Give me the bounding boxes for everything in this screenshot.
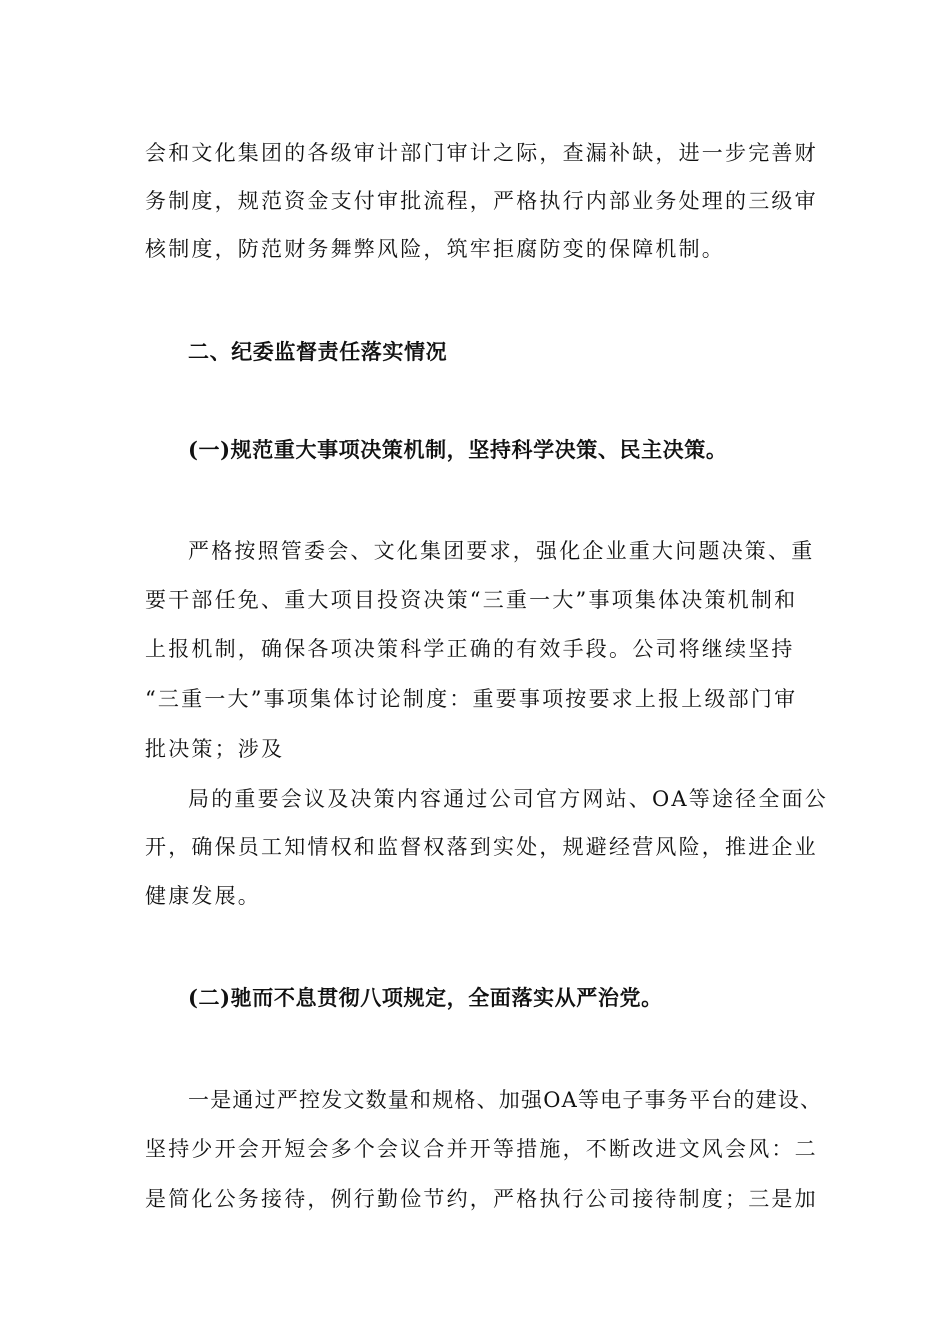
paragraph-line: 会和文化集团的各级审计部门审计之际，查漏补缺，进一步完善财 — [145, 141, 818, 165]
paragraph-line: 务制度，规范资金支付审批流程，严格执行内部业务处理的三级审 — [145, 189, 818, 213]
paragraph-line: 健康发展。 — [145, 884, 261, 908]
paragraph-line: 局的重要会议及决策内容通过公司官方网站、OA等途径全面公 — [188, 787, 828, 811]
paragraph-line: 批决策；涉及 — [145, 737, 285, 761]
paragraph-line: 要干部任免、重大项目投资决策“三重一大”事项集体决策机制和 — [145, 588, 798, 612]
subsection-heading: (一)规范重大事项决策机制，坚持科学决策、民主决策。 — [188, 437, 728, 462]
paragraph-line: 一是通过严控发文数量和规格、加强OA等电子事务平台的建设、 — [188, 1088, 823, 1112]
section-heading: 二、纪委监督责任落实情况 — [188, 339, 448, 364]
paragraph-line: 核制度，防范财务舞弊风险，筑牢拒腐防变的保障机制。 — [145, 237, 725, 261]
paragraph-line: 是简化公务接待，例行勤俭节约，严格执行公司接待制度；三是加 — [145, 1187, 818, 1211]
paragraph-line: 开，确保员工知情权和监督权落到实处，规避经营风险，推进企业 — [145, 835, 818, 859]
paragraph-line: 坚持少开会开短会多个会议合并开等措施，不断改进文风会风：二 — [145, 1137, 818, 1161]
paragraph-line: 严格按照管委会、文化集团要求，强化企业重大问题决策、重 — [188, 539, 815, 563]
subsection-heading: (二)驰而不息贯彻八项规定，全面落实从严治党。 — [188, 985, 663, 1010]
paragraph-line: “三重一大”事项集体讨论制度：重要事项按要求上报上级部门审 — [145, 687, 798, 711]
paragraph-line: 上报机制，确保各项决策科学正确的有效手段。公司将继续坚持 — [145, 637, 795, 661]
